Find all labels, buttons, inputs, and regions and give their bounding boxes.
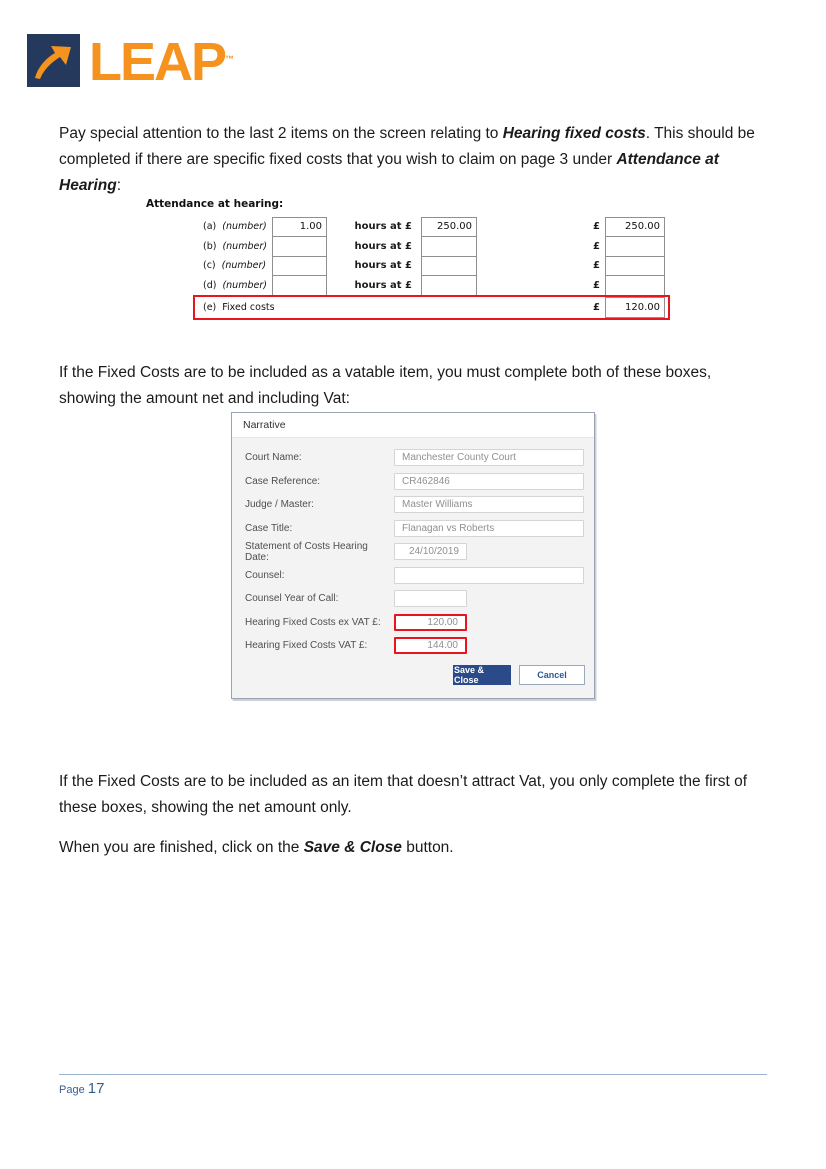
- dialog-fields: [245, 449, 585, 654]
- attendance-row: [197, 276, 668, 296]
- paragraph-save-and-close: [59, 835, 771, 861]
- hours-at-label: hours at £: [354, 279, 412, 291]
- paragraph-no-vat: [59, 769, 771, 821]
- field-input[interactable]: [394, 590, 467, 607]
- hours-at-label: hours at £: [354, 221, 412, 233]
- emphasized-text: Save & Close: [303, 838, 402, 856]
- field-label: Hearing Fixed Costs VAT £:: [245, 640, 368, 651]
- hours-input[interactable]: [272, 236, 327, 257]
- attendance-row: [197, 237, 668, 257]
- leap-logo-icon: [27, 34, 80, 87]
- dialog-field-row: [245, 614, 585, 631]
- currency-symbol: £: [593, 240, 600, 252]
- attendance-row: [197, 217, 668, 237]
- hours-input[interactable]: [272, 256, 327, 277]
- currency-symbol: £: [593, 260, 600, 272]
- field-input[interactable]: 24/10/2019: [394, 543, 467, 560]
- field-label: Counsel:: [245, 569, 285, 581]
- body-text: If the Fixed Costs are to be included as a vatable item, you must complete both of these boxes, showing the amount net and including Vat:: [59, 363, 712, 407]
- field-input[interactable]: Flanagan vs Roberts: [394, 520, 584, 537]
- hours-input[interactable]: [272, 275, 327, 296]
- emphasized-text: Hearing fixed costs: [502, 124, 646, 142]
- currency-symbol: £: [593, 221, 600, 233]
- footer-rule: [59, 1074, 767, 1075]
- attendance-row: [197, 298, 668, 318]
- attendance-heading: Attendance at hearing:: [146, 198, 284, 210]
- dialog-field-row: [245, 637, 585, 654]
- hours-at-label: hours at £: [354, 240, 412, 252]
- rate-input[interactable]: 250.00: [421, 217, 477, 238]
- dialog-buttons: [245, 665, 585, 685]
- leap-logo: [27, 32, 235, 92]
- field-input[interactable]: Master Williams: [394, 496, 584, 513]
- paragraph-vatable-item: [59, 360, 771, 412]
- attendance-at-hearing-screenshot: [140, 196, 685, 324]
- attendance-row: [197, 256, 668, 276]
- attendance-rows: [197, 217, 668, 317]
- dialog-field-row: [245, 567, 585, 584]
- field-input[interactable]: Manchester County Court: [394, 449, 584, 466]
- cancel-button[interactable]: Cancel: [519, 665, 585, 685]
- narrative-dialog: [231, 412, 595, 699]
- body-text: . This should be completed if there are specific fixed costs that you wish to claim on page 3 under: [59, 124, 755, 168]
- field-input[interactable]: CR462846: [394, 473, 584, 490]
- body-text: If the Fixed Costs are to be included as an item that doesn’t attract Vat, you only complete the first of these boxes, showing the net amount only.: [59, 772, 748, 816]
- page-number: Page 17: [59, 1080, 105, 1097]
- dialog-field-row: [245, 473, 585, 490]
- amount-input[interactable]: 120.00: [605, 297, 665, 318]
- body-text: :: [116, 176, 122, 194]
- amount-input[interactable]: [605, 275, 665, 296]
- amount-input[interactable]: [605, 256, 665, 277]
- field-label: Statement of Costs Hearing Date:: [245, 540, 368, 563]
- amount-input[interactable]: 250.00: [605, 217, 665, 238]
- rate-input[interactable]: [421, 256, 477, 277]
- leap-arrow-icon: [27, 34, 80, 87]
- body-text: When you are finished, click on the: [59, 838, 304, 856]
- body-text: Pay special attention to the last 2 items on the screen relating to: [59, 124, 503, 142]
- field-label: Court Name:: [245, 452, 302, 463]
- hours-input[interactable]: 1.00: [272, 217, 327, 238]
- dialog-field-row: [245, 540, 585, 563]
- currency-symbol: £: [593, 279, 600, 291]
- row-label: (d) (number): [203, 279, 267, 291]
- dialog-field-row: [245, 520, 585, 537]
- hours-at-label: hours at £: [354, 260, 412, 272]
- emphasized-text: Attendance at Hearing: [59, 150, 719, 194]
- row-label: (a) (number): [203, 221, 267, 233]
- field-label: Case Title:: [245, 522, 293, 534]
- paragraph-hearing-fixed-costs: [59, 121, 771, 199]
- field-label: Counsel Year of Call:: [245, 593, 339, 604]
- dialog-body: [232, 438, 594, 698]
- row-label: (c) (number): [203, 260, 267, 272]
- save-and-close-button[interactable]: Save & Close: [453, 665, 511, 685]
- field-label: Case Reference:: [245, 475, 321, 487]
- rate-input[interactable]: [421, 275, 477, 296]
- dialog-title: Narrative: [232, 413, 594, 438]
- currency-symbol: £: [593, 301, 600, 313]
- trademark-symbol: ™: [225, 54, 235, 64]
- field-input[interactable]: 120.00: [394, 614, 467, 631]
- field-input[interactable]: 144.00: [394, 637, 467, 654]
- dialog-field-row: [245, 496, 585, 513]
- rate-input[interactable]: [421, 236, 477, 257]
- row-label: (e) Fixed costs: [203, 301, 275, 313]
- row-label: (b) (number): [203, 240, 267, 252]
- field-label: Hearing Fixed Costs ex VAT £:: [245, 616, 381, 628]
- dialog-field-row: [245, 590, 585, 607]
- field-label: Judge / Master:: [245, 499, 314, 510]
- amount-input[interactable]: [605, 236, 665, 257]
- body-text: button.: [401, 838, 454, 856]
- dialog-field-row: [245, 449, 585, 466]
- field-input[interactable]: [394, 567, 584, 584]
- leap-wordmark: LEAP™: [89, 32, 235, 92]
